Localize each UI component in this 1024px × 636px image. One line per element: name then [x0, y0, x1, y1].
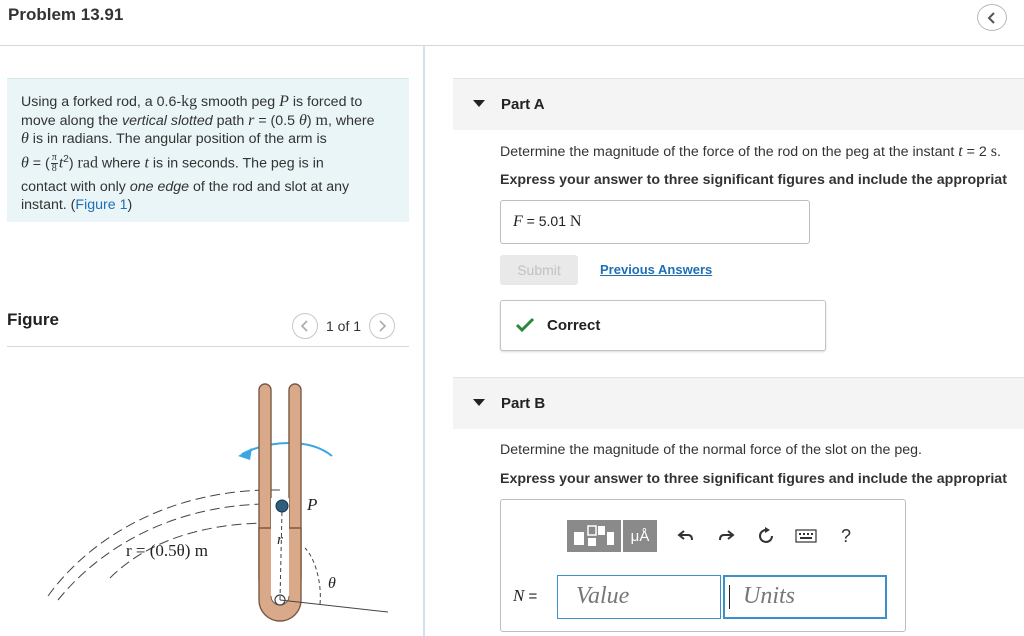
problem-line: move along the vertical slotted path r = (0.5 θ) m, where — [21, 111, 375, 129]
back-button[interactable] — [977, 4, 1007, 31]
templates-button[interactable] — [567, 520, 621, 552]
part-b-instruction: Express your answer to three significant figures and include the appropriat — [500, 471, 1007, 487]
page-title: Problem 13.91 — [8, 5, 124, 24]
figure-next-button[interactable] — [369, 313, 395, 339]
math-toolbar — [567, 520, 857, 552]
keyboard-icon[interactable] — [795, 525, 817, 547]
submit-button[interactable]: Submit — [500, 255, 578, 285]
peg-label: P — [307, 495, 318, 514]
answer-value: 5.01 — [538, 213, 566, 229]
help-icon[interactable]: ? — [840, 525, 851, 546]
previous-answers-link[interactable]: Previous Answers — [600, 262, 713, 277]
arrow-head — [238, 448, 252, 460]
part-b-title: Part B — [501, 395, 546, 412]
problem-statement — [7, 78, 409, 222]
figure-prev-button[interactable] — [292, 313, 318, 339]
problem-line: Using a forked rod, a 0.6-kg smooth peg P is forced to — [21, 93, 363, 110]
figure-heading: Figure — [7, 310, 59, 329]
header-bar — [0, 0, 1024, 46]
units-input[interactable]: Units — [723, 575, 887, 619]
redo-icon[interactable] — [715, 525, 737, 547]
figure-pager — [292, 313, 395, 339]
answer-unit: N — [569, 213, 582, 230]
problem-line: contact with only one edge of the rod and slot at any — [21, 178, 350, 195]
collapse-caret-icon — [473, 399, 485, 406]
answer-variable: N = — [513, 586, 538, 605]
part-b-header[interactable] — [453, 377, 1024, 429]
value-input[interactable]: Value — [557, 575, 721, 619]
theta-arc — [305, 548, 320, 604]
part-a-title: Part A — [501, 96, 545, 113]
correct-label: Correct — [547, 317, 601, 334]
theta-label: θ — [328, 575, 336, 592]
reset-icon[interactable] — [755, 525, 777, 547]
part-a-header[interactable] — [453, 78, 1024, 130]
templates-icon — [572, 524, 616, 548]
part-a-instruction: Express your answer to three significant figures and include the appropriat — [500, 172, 1007, 188]
fraction: $\frac{\pi}{8}$ — [51, 152, 57, 175]
problem-line: θ is in radians. The angular position of the arm is — [21, 130, 327, 148]
figure-rule — [7, 346, 409, 347]
part-b-answer-panel — [500, 499, 906, 632]
units-symbol-button[interactable]: μÅ — [623, 520, 657, 552]
correct-feedback — [500, 300, 826, 351]
path-label: r = (0.5θ) m — [126, 541, 208, 560]
peg — [276, 500, 288, 512]
part-a-question: Determine the magnitude of the force of the rod on the peg at the instant t = 2 s. — [500, 143, 1001, 160]
figure-counter: 1 of 1 — [326, 318, 362, 334]
problem-line: θ = ( $\frac{\pi}{8}$ $t^2$) rad where t is in seconds. The peg is in — [21, 152, 324, 175]
checkmark-icon — [515, 316, 535, 334]
forked-rod-figure — [30, 378, 400, 636]
column-divider — [423, 46, 425, 636]
problem-line: instant. (Figure 1) — [21, 197, 133, 214]
chevron-right-icon — [377, 320, 387, 332]
figure-link[interactable]: Figure 1 — [75, 197, 128, 214]
r-label: r — [277, 532, 283, 548]
collapse-caret-icon — [473, 100, 485, 107]
rotation-arrow — [242, 443, 332, 456]
part-b-question: Determine the magnitude of the normal force of the slot on the peg. — [500, 442, 922, 458]
chevron-left-icon — [986, 11, 998, 25]
undo-icon[interactable] — [675, 525, 697, 547]
chevron-left-icon — [300, 320, 310, 332]
part-a-answer: F = 5.01 N — [500, 200, 810, 244]
